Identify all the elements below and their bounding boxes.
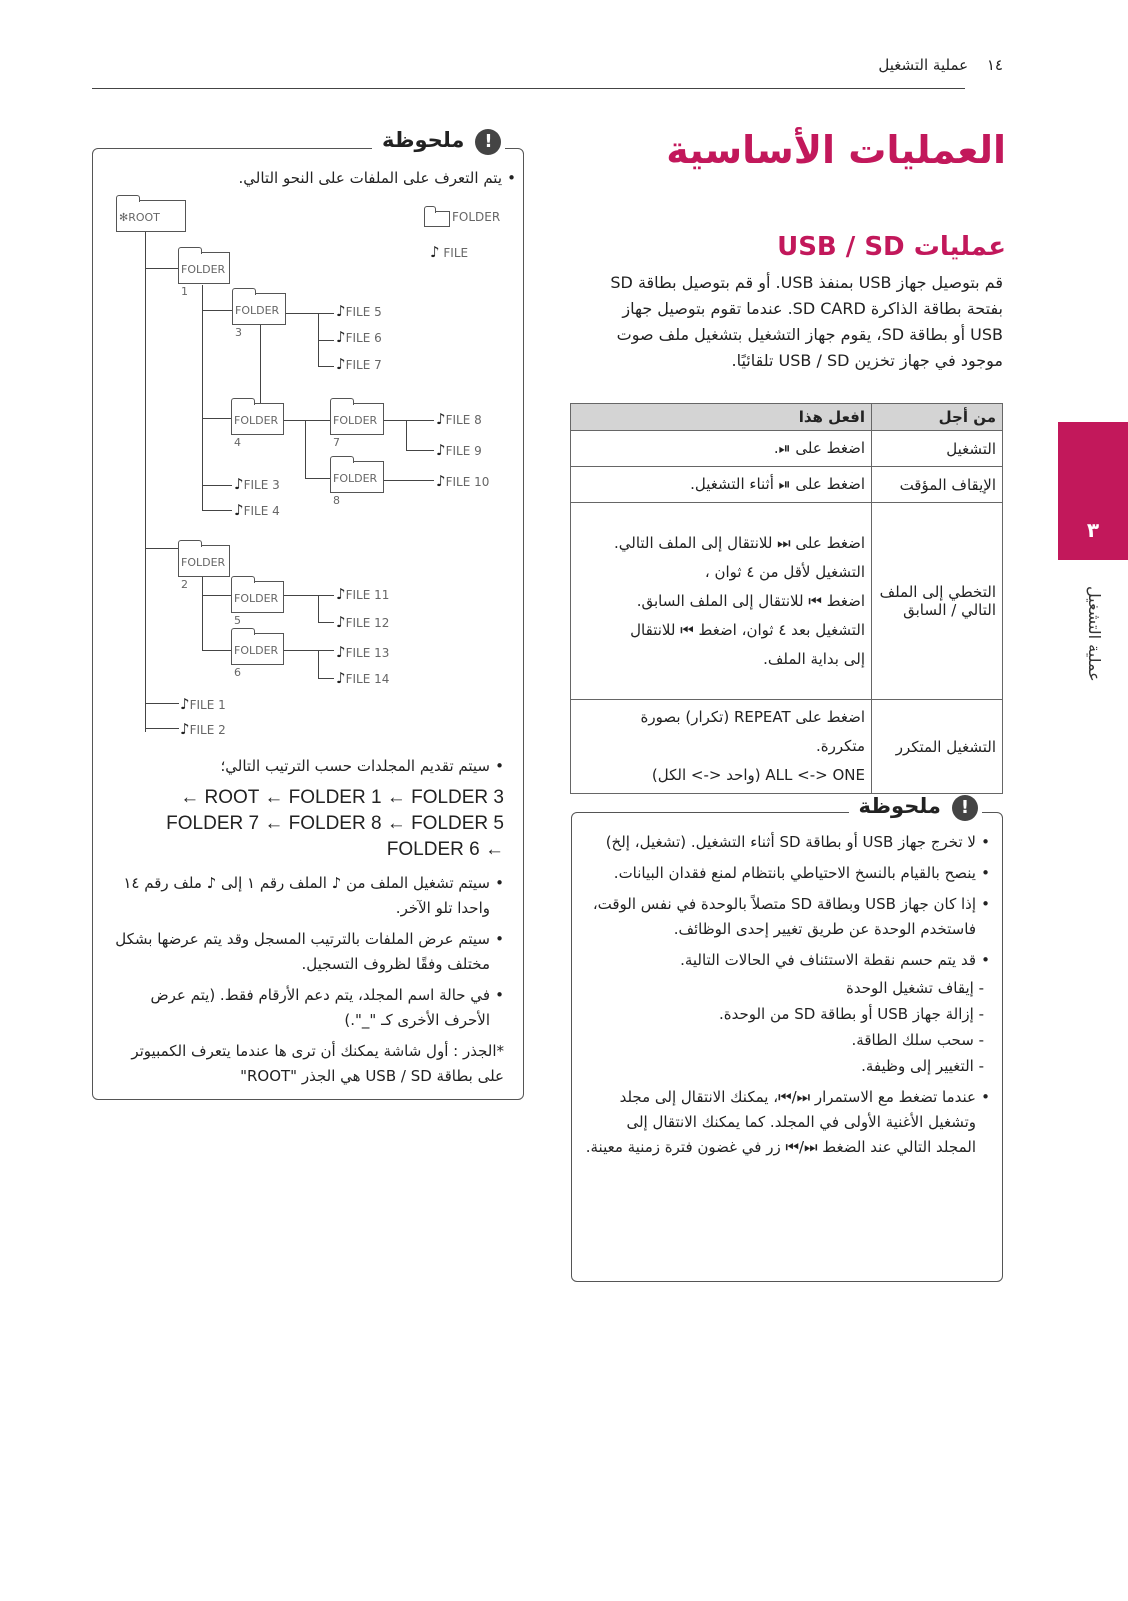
- chapter-tab: [1058, 422, 1128, 560]
- file-item: [336, 613, 389, 631]
- note-title: ملحوظة: [376, 128, 470, 152]
- chapter-number: ٣: [1086, 518, 1100, 542]
- asterisk-icon: ✻: [119, 211, 129, 224]
- file-item: [336, 669, 389, 687]
- table-cell-instruction: [571, 431, 872, 467]
- instruction-line: اضغط على ⏯ أثناء التشغيل.: [690, 475, 865, 493]
- instruction-line: اضغط ⏮ للانتقال إلى الملف السابق.: [636, 591, 865, 610]
- table-cell-instruction: [571, 467, 872, 503]
- music-note-icon: ♪: [436, 410, 446, 428]
- folder-icon: [424, 211, 450, 227]
- sub-item: - التغيير إلى وظيفة.: [585, 1053, 984, 1079]
- header-rule: [92, 88, 965, 89]
- folder-label: FOLDER 1: [181, 263, 226, 298]
- folder-label: FOLDER 8: [333, 472, 378, 507]
- folder-box: [231, 403, 284, 449]
- note-item: • سيتم عرض الملفات بالترتيب المسجل وقد يتم عرضها بشكل مختلف وفقًا لظروف التسجيل.: [114, 927, 504, 977]
- tree-line: [202, 418, 232, 419]
- file-label: FILE 5: [345, 305, 382, 319]
- tree-line: [305, 420, 306, 478]
- tree-line: [145, 548, 179, 549]
- chapter-label: عملية التشغيل: [1085, 586, 1104, 682]
- music-note-icon: ♪: [234, 475, 244, 493]
- file-label: FILE 6: [345, 331, 382, 345]
- file-item: [234, 475, 280, 493]
- tree-line: [202, 510, 232, 511]
- folder-box: [231, 633, 284, 679]
- section-title: عمليات USB / SD: [777, 232, 1006, 262]
- music-note-icon: ♪: [336, 585, 346, 603]
- tree-line: [202, 595, 232, 596]
- music-note-icon: ♪: [180, 695, 190, 713]
- order-line: ← FOLDER 6: [386, 839, 504, 860]
- note-item: • يتم التعرف على الملفات على النحو التالي.: [116, 166, 516, 191]
- intro-line: قم بتوصيل جهاز USB بمنفذ USB. أو قم بتوصيل بطاقة SD: [610, 273, 1003, 292]
- instruction-line: متكررة.: [816, 737, 865, 755]
- root-footnote: *الجذر : أول شاشة يمكنك أن ترى ها عندما يتعرف الكمبيوتر على بطاقة USB / SD هي الجذر "ROOT": [131, 1042, 504, 1085]
- folder-box: [330, 403, 384, 449]
- tree-line: [202, 310, 232, 311]
- tree-line: [145, 232, 146, 732]
- instruction-line: التشغيل لأقل من ٤ ثوان ،: [704, 562, 865, 581]
- table-header-row: [571, 404, 1003, 431]
- file-item: [336, 643, 389, 661]
- music-note-icon: ♪: [336, 643, 346, 661]
- music-note-icon: ♪: [336, 302, 346, 320]
- folder-box: [178, 545, 230, 591]
- file-label: FILE 9: [445, 444, 482, 458]
- tree-line: [145, 703, 179, 704]
- order-line: FOLDER 7 ← FOLDER 8 ← FOLDER 5: [166, 813, 504, 834]
- table-cell-instruction: [571, 700, 872, 794]
- tree-line: [318, 678, 334, 679]
- legend-folder-label: FOLDER: [452, 210, 501, 224]
- order-section: [114, 754, 504, 1089]
- table-cell-action: التشغيل المتكرر: [872, 700, 1003, 794]
- table-row: [571, 467, 1003, 503]
- tree-line: [260, 325, 261, 403]
- tree-line: [145, 268, 179, 269]
- file-label: FILE 3: [243, 478, 280, 492]
- tree-line: [305, 478, 330, 479]
- note-item: • قد يتم حسم نقطة الاستئناف في الحالات التالية.: [585, 948, 990, 973]
- alert-icon: !: [952, 795, 978, 821]
- tree-line: [406, 450, 434, 451]
- music-note-icon: ♪: [336, 355, 346, 373]
- tree-line: [318, 650, 319, 678]
- note-item: • في حالة اسم المجلد، يتم دعم الأرقام فقط. (يتم عرض الأحرف الأخرى كـ "_".): [114, 983, 504, 1033]
- file-label: FILE 14: [345, 672, 390, 686]
- folder-label: FOLDER 7: [333, 414, 378, 449]
- tree-line: [318, 595, 319, 623]
- tree-line: [284, 595, 334, 596]
- tree-line: [284, 420, 330, 421]
- note-heading-right: [849, 794, 982, 821]
- music-note-icon: ♪: [234, 501, 244, 519]
- instruction-line: إلى بداية الملف.: [763, 649, 865, 668]
- note-content-right: [585, 830, 990, 1166]
- file-item: [436, 441, 482, 459]
- legend-file-label: FILE: [443, 246, 469, 260]
- folder-label: FOLDER 2: [181, 556, 226, 591]
- file-item: [234, 501, 280, 519]
- tree-line: [202, 650, 232, 651]
- note-item: • إذا كان جهاز USB وبطاقة SD متصلاً بالوحدة في نفس الوقت، فاستخدم الوحدة عن طريق تغيير إحدى الوظائف.: [585, 892, 990, 942]
- intro-line: USB أو بطاقة SD، يقوم جهاز التشغيل بتشغيل ملف صوت: [616, 325, 1003, 344]
- column-header: من أجل: [872, 404, 1003, 431]
- file-item: [336, 585, 389, 603]
- file-label: FILE 11: [345, 588, 390, 602]
- instruction-line: اضغط على ⏯.: [773, 439, 865, 457]
- file-item: [336, 302, 382, 320]
- music-note-icon: ♪: [336, 669, 346, 687]
- file-item: [180, 720, 226, 738]
- tree-line: [286, 313, 334, 314]
- table-row: [571, 431, 1003, 467]
- sub-item: - إزالة جهاز USB أو بطاقة SD من الوحدة.: [585, 1001, 984, 1027]
- tree-line: [284, 650, 334, 651]
- tree-intro: [116, 166, 516, 197]
- section-name: عملية التشغيل: [878, 56, 969, 74]
- intro-line: موجود في جهاز تخزين USB / SD تلقائيًا.: [731, 351, 1003, 370]
- page-header: [878, 56, 1003, 74]
- instruction-line: اضغط على ⏭ للانتقال إلى الملف التالي.: [613, 533, 865, 552]
- file-item: [336, 355, 382, 373]
- tree-line: [406, 420, 407, 450]
- file-item: [436, 472, 489, 490]
- folder-label: FOLDER 3: [235, 304, 280, 339]
- page-title: العمليات الأساسية: [666, 128, 1006, 172]
- file-label: FILE 4: [243, 504, 280, 518]
- folder-label: ROOT: [128, 211, 160, 224]
- file-label: FILE 12: [345, 616, 390, 630]
- file-label: FILE 8: [445, 413, 482, 427]
- folder-label: FOLDER 4: [234, 414, 279, 449]
- note-item: • لا تخرج جهاز USB أو بطاقة SD أثناء التشغيل. (تشغيل، إلخ): [585, 830, 990, 855]
- note-item: • ينصح بالقيام بالنسخ الاحتياطي بانتظام لمنع فقدان البيانات.: [585, 861, 990, 886]
- tree-line: [384, 480, 434, 481]
- tree-line: [145, 728, 179, 729]
- root-folder: [116, 200, 186, 232]
- music-note-icon: ♪: [336, 613, 346, 631]
- note-title: ملحوظة: [853, 794, 947, 818]
- music-note-icon: ♪: [436, 441, 446, 459]
- folder-label: FOLDER 6: [234, 644, 279, 679]
- folder-box: [231, 581, 284, 627]
- music-note-icon: ♪: [436, 472, 446, 490]
- note-item: • سيتم تقديم المجلدات حسب الترتيب التالي؛: [114, 754, 504, 779]
- music-note-icon: ♪: [180, 720, 190, 738]
- instruction-line: التشغيل بعد ٤ ثوان، اضغط ⏮ للانتقال: [630, 620, 865, 639]
- page-number: ١٤: [986, 56, 1003, 74]
- intro-line: بفتحة بطاقة الذاكرة SD CARD. عندما تقوم بتوصيل جهاز: [622, 299, 1003, 318]
- tree-line: [318, 340, 334, 341]
- order-line: ROOT ← FOLDER 1 ← FOLDER 3 ←: [180, 787, 504, 808]
- tree-line: [318, 366, 334, 367]
- folder-box: [330, 461, 384, 507]
- tree-line: [384, 420, 434, 421]
- music-note-icon: ♪: [430, 243, 440, 261]
- instruction-line: ALL <-> ONE (واحد <-> الكل): [651, 766, 865, 784]
- file-label: FILE 2: [189, 723, 226, 737]
- table-cell-action: التشغيل: [872, 431, 1003, 467]
- file-item: [336, 328, 382, 346]
- table-row: [571, 503, 1003, 700]
- intro-paragraph: [571, 270, 1003, 374]
- tree-line: [202, 485, 232, 486]
- file-label: FILE 1: [189, 698, 226, 712]
- file-item: [180, 695, 226, 713]
- legend-file: [430, 243, 468, 261]
- folder-label: FOLDER 5: [234, 592, 279, 627]
- column-header: افعل هذا: [571, 404, 872, 431]
- note-heading-left: [372, 128, 505, 155]
- folder-box: [232, 293, 286, 339]
- tree-line: [202, 565, 203, 650]
- file-item: [436, 410, 482, 428]
- table-row: [571, 700, 1003, 794]
- operations-table: [570, 403, 1003, 794]
- file-label: FILE 7: [345, 358, 382, 372]
- music-note-icon: ♪: [336, 328, 346, 346]
- note-item: • عندما تضغط مع الاستمرار ⏭/⏮، يمكنك الانتقال إلى مجلد وتشغيل الأغنية الأولى في المجلد. كما يمكنك الانتقال إلى المجلد التالي عند الضغط ⏭/⏮ زر في غضون فترة زمنية معينة.: [585, 1085, 990, 1160]
- table-cell-action: الإيقاف المؤقت: [872, 467, 1003, 503]
- note-item: • سيتم تشغيل الملف من ♪ الملف رقم ١ إلى ♪ ملف رقم ١٤ واحدا تلو الآخر.: [114, 871, 504, 921]
- table-cell-instruction: [571, 503, 872, 700]
- instruction-line: اضغط على REPEAT (تكرار) بصورة: [640, 708, 865, 726]
- tree-line: [202, 285, 203, 510]
- sub-item: - سحب سلك الطاقة.: [585, 1027, 984, 1053]
- folder-box: [178, 252, 230, 298]
- file-label: FILE 10: [445, 475, 490, 489]
- tree-line: [318, 622, 334, 623]
- file-label: FILE 13: [345, 646, 390, 660]
- sub-item: - إيقاف تشغيل الوحدة: [585, 975, 984, 1001]
- table-cell-action: التخطي إلى الملف التالي / السابق: [872, 503, 1003, 700]
- folder-order: [114, 785, 504, 863]
- alert-icon: !: [475, 129, 501, 155]
